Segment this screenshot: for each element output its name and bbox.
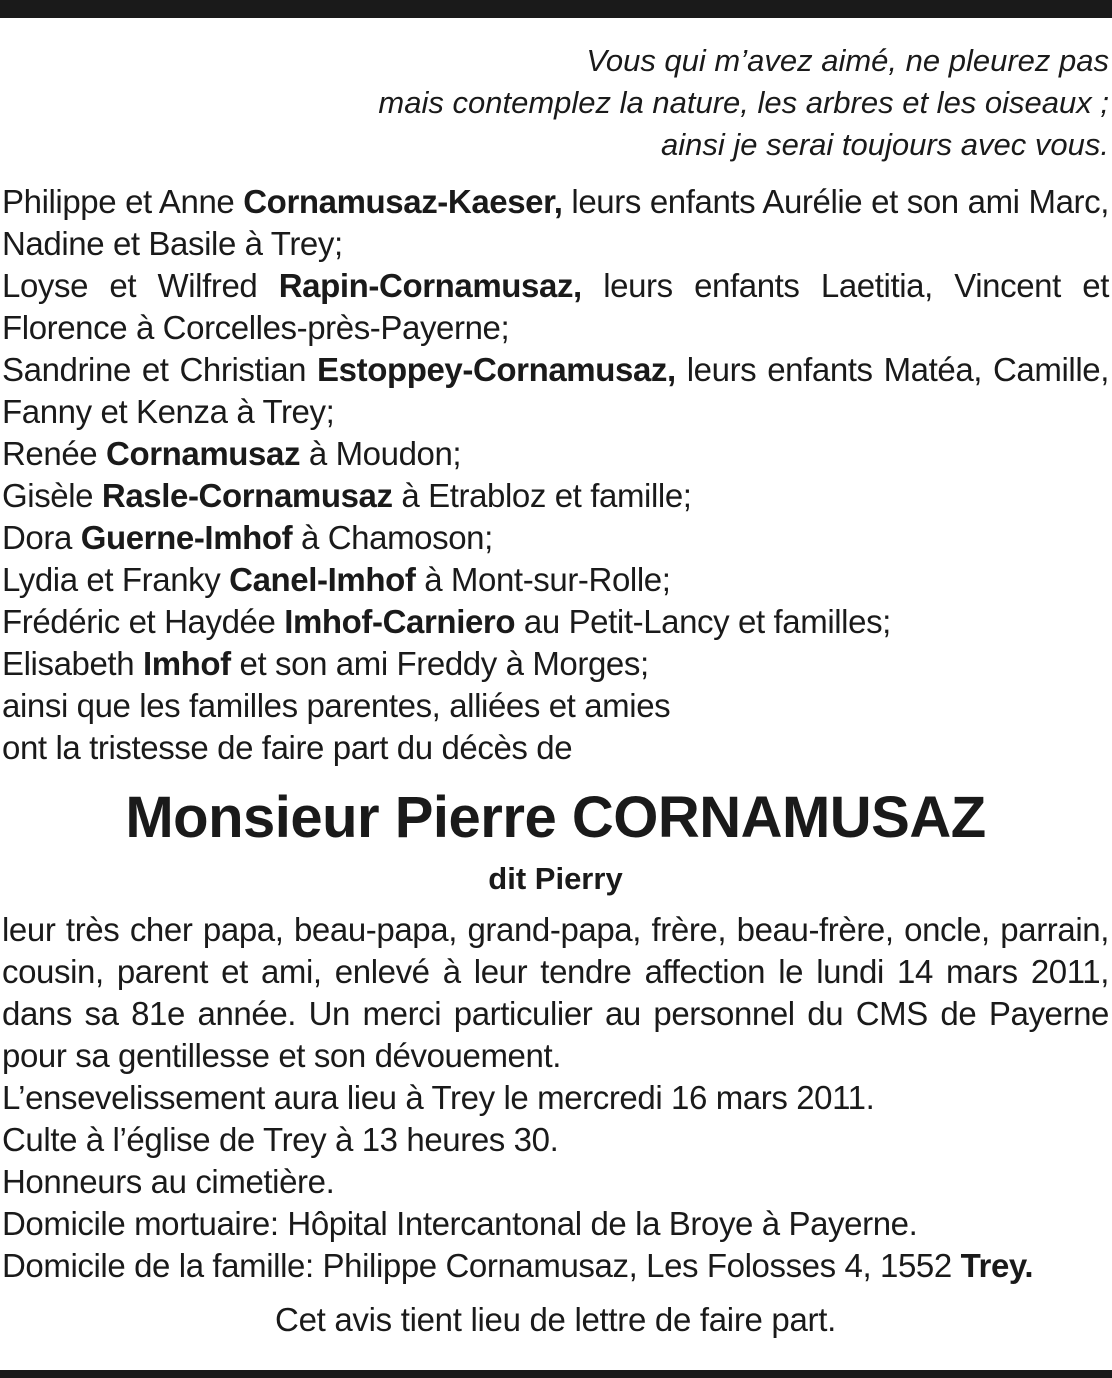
service-info: Culte à l’église de Trey à 13 heures 30. <box>2 1121 559 1158</box>
family-surname: Cornamusaz <box>106 435 301 472</box>
family-entry <box>2 517 1109 559</box>
family-entry <box>2 349 1109 433</box>
family-entry-text: Elisabeth <box>2 645 143 682</box>
deceased-name: Monsieur Pierre CORNAMUSAZ <box>125 785 986 850</box>
honours-info: Honneurs au cimetière. <box>2 1163 335 1200</box>
family-entry-text: leurs enfants Matéa, Camille, Fanny et Kenza à Trey; <box>2 351 1109 430</box>
family-address <box>2 1245 1109 1287</box>
epigraph-line: ainsi je serai toujours avec vous. <box>660 127 1109 162</box>
family-entry-text: à Etrabloz et famille; <box>392 477 692 514</box>
bottom-border-rule <box>0 1370 1112 1378</box>
family-entry-text: au Petit-Lancy et familles; <box>515 603 891 640</box>
family-entry-text: Loyse et Wilfred <box>2 267 279 304</box>
family-entry <box>2 181 1109 265</box>
family-surname: Guerne-Imhof <box>80 519 293 556</box>
family-entry <box>2 265 1109 349</box>
family-entry-text: Renée <box>2 435 107 472</box>
deceased-nickname: dit Pierry <box>488 861 623 896</box>
relatives-line: ainsi que les familles parentes, alliées et amies <box>2 687 671 724</box>
notice-body <box>2 909 1109 1287</box>
family-address-town: Trey. <box>960 1247 1034 1284</box>
epigraph-poem <box>2 18 1109 166</box>
mortuary-address: Domicile mortuaire: Hôpital Intercantonal de la Broye à Payerne. <box>2 1205 918 1242</box>
family-surname: Estoppey-Cornamusaz, <box>317 351 676 388</box>
epigraph-line: mais contemplez la nature, les arbres et les oiseaux ; <box>378 85 1109 120</box>
family-entry-text: à Chamoson; <box>292 519 493 556</box>
family-entry-text: à Moudon; <box>300 435 462 472</box>
epigraph-line: Vous qui m’avez aimé, ne pleurez pas <box>586 43 1109 78</box>
family-entry <box>2 643 1109 685</box>
family-entry <box>2 601 1109 643</box>
family-entry-text: et son ami Freddy à Morges; <box>230 645 649 682</box>
family-surname: Rasle-Cornamusaz <box>101 477 393 514</box>
family-entry-text: à Mont-sur-Rolle; <box>415 561 671 598</box>
family-entry-text: Dora <box>2 519 81 556</box>
family-entry-text: Philippe et Anne <box>2 183 244 220</box>
family-surname: Canel-Imhof <box>229 561 416 598</box>
tribute-paragraph: leur très cher papa, beau-papa, grand-papa, frère, beau-frère, oncle, parrain, cousin, parent et ami, enlevé à leur tendre affection le lundi 14 mars 2011, dans sa 81e année. Un merci particulier au personnel du CMS de Payerne pour sa gentillesse et son dévouement. <box>2 911 1109 1074</box>
family-entry-text: leurs enfants Aurélie et son ami Marc, Nadine et Basile à Trey; <box>2 183 1109 262</box>
family-entry-text: Frédéric et Haydée <box>2 603 285 640</box>
family-entry <box>2 433 1109 475</box>
announcement-line: ont la tristesse de faire part du décès de <box>2 729 573 766</box>
family-surname: Cornamusaz-Kaeser, <box>243 183 563 220</box>
burial-info: L’ensevelissement aura lieu à Trey le mercredi 16 mars 2011. <box>2 1079 875 1116</box>
obituary-notice <box>2 18 1109 1341</box>
family-entry-text: Lydia et Franky <box>2 561 230 598</box>
family-address-text: Domicile de la famille: Philippe Cornamusaz, Les Folosses 4, 1552 <box>2 1247 961 1284</box>
family-surname: Imhof <box>142 645 231 682</box>
family-surname: Imhof-Carniero <box>284 603 516 640</box>
family-entry-text: Gisèle <box>2 477 102 514</box>
top-border-rule <box>0 0 1112 18</box>
closing-note: Cet avis tient lieu de lettre de faire part. <box>275 1301 836 1338</box>
family-entry <box>2 475 1109 517</box>
family-entry-text: leurs enfants Laetitia, Vincent et Florence à Corcelles-près-Payerne; <box>2 267 1109 346</box>
family-surname: Rapin-Cornamusaz, <box>278 267 582 304</box>
family-entry-text: Sandrine et Christian <box>2 351 318 388</box>
family-list <box>2 181 1109 769</box>
family-entry <box>2 559 1109 601</box>
